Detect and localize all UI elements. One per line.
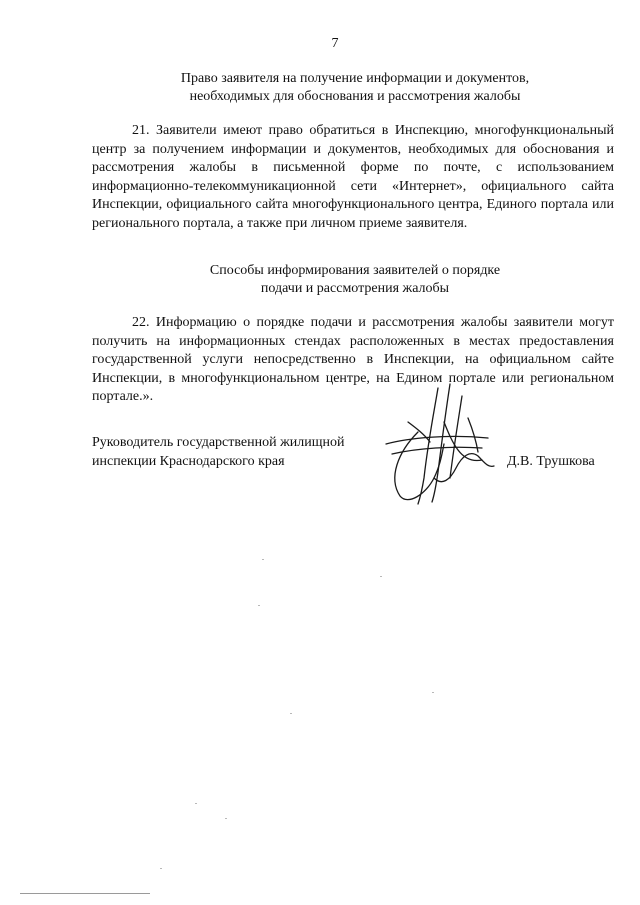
scan-speck — [195, 803, 197, 804]
paragraph-22: 22. Информацию о порядке подачи и рассмотрения жалобы заявители могут получить на информационных стендах расположенных в местах предоставления государственной услуги непосредственно в Инспекции, на официальном сайте Инспекции, в многофункциональном центре, на Едином портале или региональном портале.». — [92, 315, 614, 404]
heading-line: подачи и рассмотрения жалобы — [260, 281, 450, 296]
section-heading-right-to-information — [90, 70, 620, 106]
handwritten-signature — [378, 382, 498, 510]
scan-speck — [290, 713, 292, 714]
scan-speck — [225, 818, 227, 819]
scan-speck — [258, 605, 260, 606]
section-heading-informing-methods — [90, 262, 620, 298]
position-line: инспекции Краснодарского края — [92, 454, 285, 469]
scan-edge-line — [20, 893, 150, 894]
heading-line: необходимых для обоснования и рассмотрения жалобы — [189, 89, 521, 104]
scan-speck — [380, 576, 382, 577]
scan-speck — [432, 692, 434, 693]
signer-name: Д.В. Трушкова — [507, 454, 595, 469]
page-number: 7 — [331, 36, 339, 51]
heading-line: Способы информирования заявителей о порядке — [209, 263, 501, 278]
heading-line: Право заявителя на получение информации и документов, — [180, 71, 530, 86]
signatory-position — [92, 433, 345, 471]
scan-speck — [262, 559, 264, 560]
paragraph-21: 21. Заявители имеют право обратиться в Инспекцию, многофункциональный центр за получением информации и документов, необходимых для обоснования и рассмотрения жалобы в письменной форме по почте, с использованием информационно-телекоммуникационной сети «Интернет», официального сайта Инспекции, официального сайта многофункционального центра, Единого портала или регионального портала, а также при личном приеме заявителя. — [92, 123, 614, 231]
scan-speck — [160, 868, 162, 869]
position-line: Руководитель государственной жилищной — [92, 435, 345, 450]
